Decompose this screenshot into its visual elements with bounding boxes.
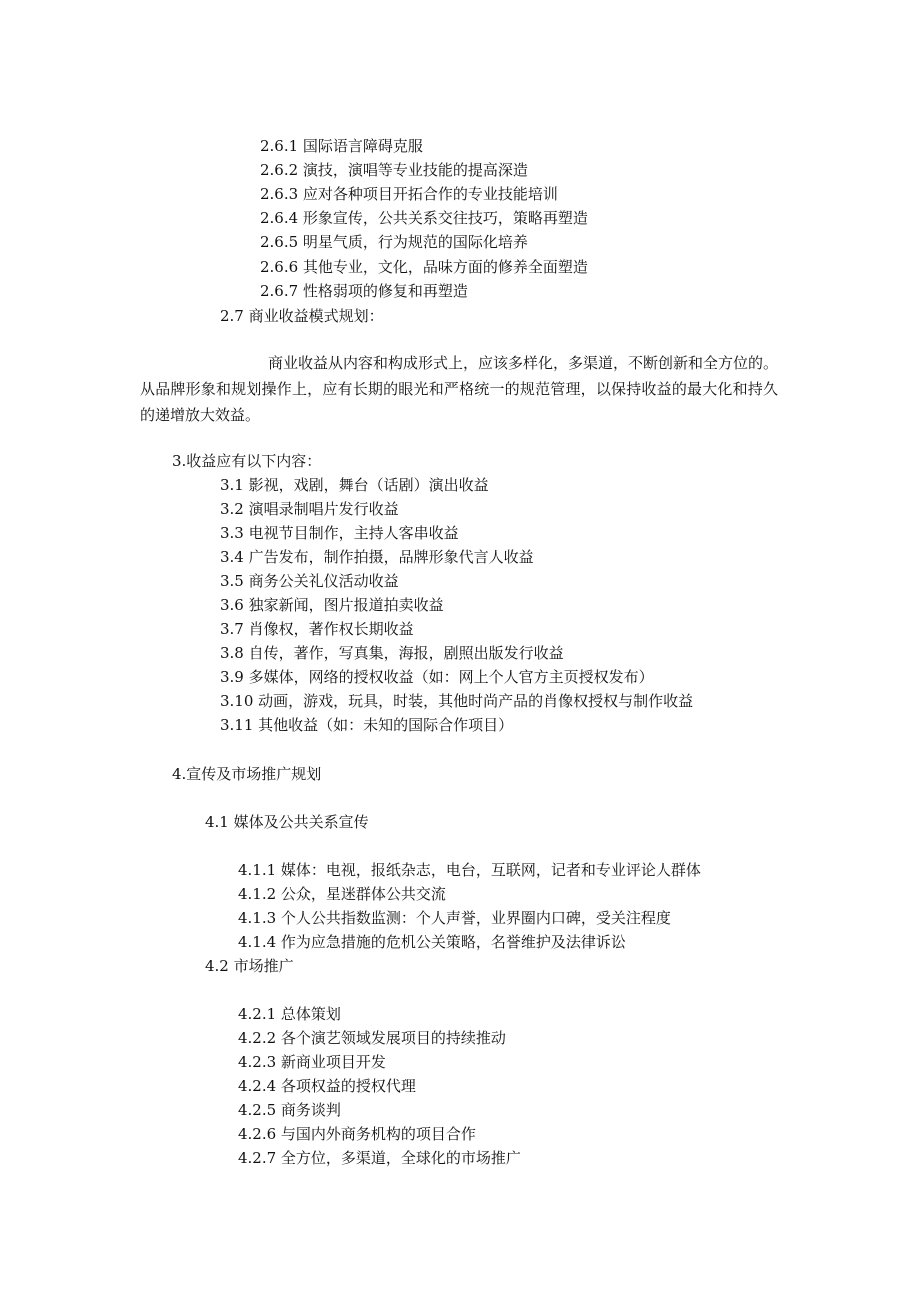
list-item: 4.1.1 媒体：电视，报纸杂志，电台，互联网，记者和专业评论人群体 [238, 861, 701, 879]
section-2-7-paragraph: 商业收益从内容和构成形式上，应该多样化，多渠道，不断创新和全方位的。从品牌形象和规划操作上，应有长期的眼光和严格统一的规范管理，以保持收益的最大化和持久的递增放大效益。 [140, 354, 779, 424]
list-item: 3.6 独家新闻，图片报道拍卖收益 [220, 596, 444, 614]
list-item: 2.6.7 性格弱项的修复和再塑造 [260, 282, 468, 300]
list-item: 2.6.1 国际语言障碍克服 [260, 137, 423, 155]
list-item: 3.7 肖像权，著作权长期收益 [220, 620, 414, 638]
list-item: 3.1 影视，戏剧，舞台（话剧）演出收益 [220, 476, 489, 494]
list-item: 3.3 电视节目制作，主持人客串收益 [220, 524, 459, 542]
list-item: 3.8 自传，著作，写真集，海报，剧照出版发行收益 [220, 644, 564, 662]
section-heading-4: 4.宣传及市场推广规划 [172, 765, 322, 783]
list-item: 2.6.4 形象宣传，公共关系交往技巧，策略再塑造 [260, 209, 588, 227]
list-item: 4.1.4 作为应急措施的危机公关策略，名誉维护及法律诉讼 [238, 933, 626, 951]
list-item: 2.6.2 演技，演唱等专业技能的提高深造 [260, 161, 528, 179]
list-item: 4.2.2 各个演艺领域发展项目的持续推动 [238, 1029, 506, 1047]
section-heading-3: 3.收益应有以下内容： [172, 452, 322, 470]
list-item: 3.10 动画，游戏，玩具，时装，其他时尚产品的肖像权授权与制作收益 [220, 692, 694, 710]
list-item: 2.6.3 应对各种项目开拓合作的专业技能培训 [260, 185, 558, 203]
list-item: 3.4 广告发布，制作拍摄，品牌形象代言人收益 [220, 548, 534, 566]
list-item: 4.1.2 公众，星迷群体公共交流 [238, 885, 446, 903]
section-heading-4-2: 4.2 市场推广 [205, 957, 294, 975]
list-item: 4.2.5 商务谈判 [238, 1101, 341, 1119]
list-item: 4.2.7 全方位，多渠道，全球化的市场推广 [238, 1149, 521, 1167]
list-item: 4.2.3 新商业项目开发 [238, 1053, 386, 1071]
section-heading-2-7: 2.7 商业收益模式规划： [220, 307, 384, 325]
section-heading-4-1: 4.1 媒体及公共关系宣传 [205, 813, 369, 831]
list-item: 4.1.3 个人公共指数监测：个人声誉，业界圈内口碑，受关注程度 [238, 909, 671, 927]
list-item: 3.5 商务公关礼仪活动收益 [220, 572, 399, 590]
list-item: 3.9 多媒体，网络的授权收益（如：网上个人官方主页授权发布） [220, 668, 654, 686]
list-item: 4.2.4 各项权益的授权代理 [238, 1077, 416, 1095]
list-item: 3.2 演唱录制唱片发行收益 [220, 500, 399, 518]
list-item: 4.2.1 总体策划 [238, 1005, 341, 1023]
list-item: 4.2.6 与国内外商务机构的项目合作 [238, 1125, 476, 1143]
list-item: 3.11 其他收益（如：未知的国际合作项目） [220, 716, 514, 734]
list-item: 2.6.6 其他专业，文化，品味方面的修养全面塑造 [260, 258, 588, 276]
list-item: 2.6.5 明星气质，行为规范的国际化培养 [260, 233, 528, 251]
